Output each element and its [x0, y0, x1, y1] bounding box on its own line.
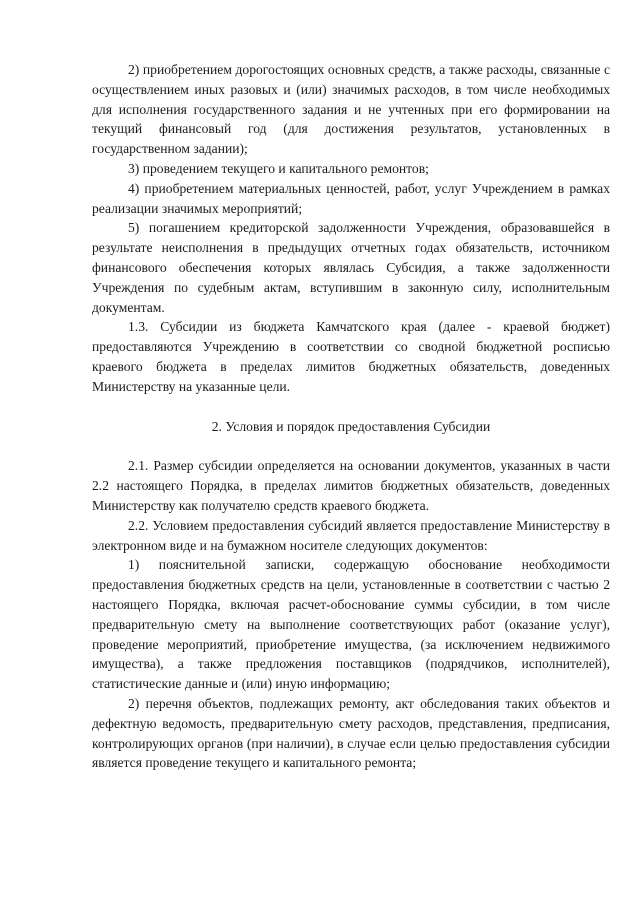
paragraph-item-5: 5) погашением кредиторской задолженности Учреждения, образовавшейся в результате неисполнения в предыдущих отчетных годах обязательств, источником финансового обеспечения которых являлась Субсидия, а также задолженности Учреждения по судебным актам, вступившим в законную силу, исполнительным документам. — [92, 220, 610, 315]
paragraph-item-4: 4) приобретением материальных ценностей, работ, услуг Учреждением в рамках реализации значимых мероприятий; — [92, 180, 610, 216]
paragraph-doc-item-1: 1) пояснительной записки, содержащую обоснование необходимости предоставления бюджетных средств на цели, установленные в соответствии с частью 2 настоящего Порядка, включая расчет-обоснование суммы субсидии, в том числе предварительную смету на выполнение соответствующих работ (оказание услуг), проведение мероприятий, приобретение имущества, (за исключением недвижимого имущества), а также предложения поставщиков (подрядчиков, исполнителей), статистические данные и (или) иную информацию; — [92, 557, 610, 692]
paragraph-2-1: 2.1. Размер субсидии определяется на основании документов, указанных в части 2.2 настоящего Порядка, в пределах лимитов бюджетных обязательств, доведенных Министерству как получателю средств краевого бюджета. — [92, 458, 610, 513]
paragraph-1-3: 1.3. Субсидии из бюджета Камчатского края (далее - краевой бюджет) предоставляются Учреждению в соответствии со сводной бюджетной росписью краевого бюджета в пределах лимитов бюджетных обязательств, доведенных Министерству на указанные цели. — [92, 319, 610, 394]
section-heading: 2. Условия и порядок предоставления Субсидии — [211, 418, 491, 434]
document-body — [92, 60, 610, 773]
paragraph-item-2: 2) приобретением дорогостоящих основных средств, а также расходы, связанные с осуществлением иных разовых и (или) значимых расходов, в том числе необходимых для исполнения государственного задания и не учтенных при его формировании на текущий финансовый год (для достижения результатов, установленных в государственном задании); — [92, 62, 610, 157]
paragraph-doc-item-2: 2) перечня объектов, подлежащих ремонту, акт обследования таких объектов и дефектную ведомость, предварительную смету расходов, представления, предписания, контролирующих органов (при наличии), в случае если целью предоставления субсидии является проведение текущего и капитального ремонта; — [92, 695, 610, 771]
paragraph-item-3: 3) проведением текущего и капитального ремонтов; — [128, 160, 429, 176]
paragraph-2-2: 2.2. Условием предоставления субсидий является предоставление Министерству в электронном виде и на бумажном носителе следующих документов: — [92, 517, 610, 553]
